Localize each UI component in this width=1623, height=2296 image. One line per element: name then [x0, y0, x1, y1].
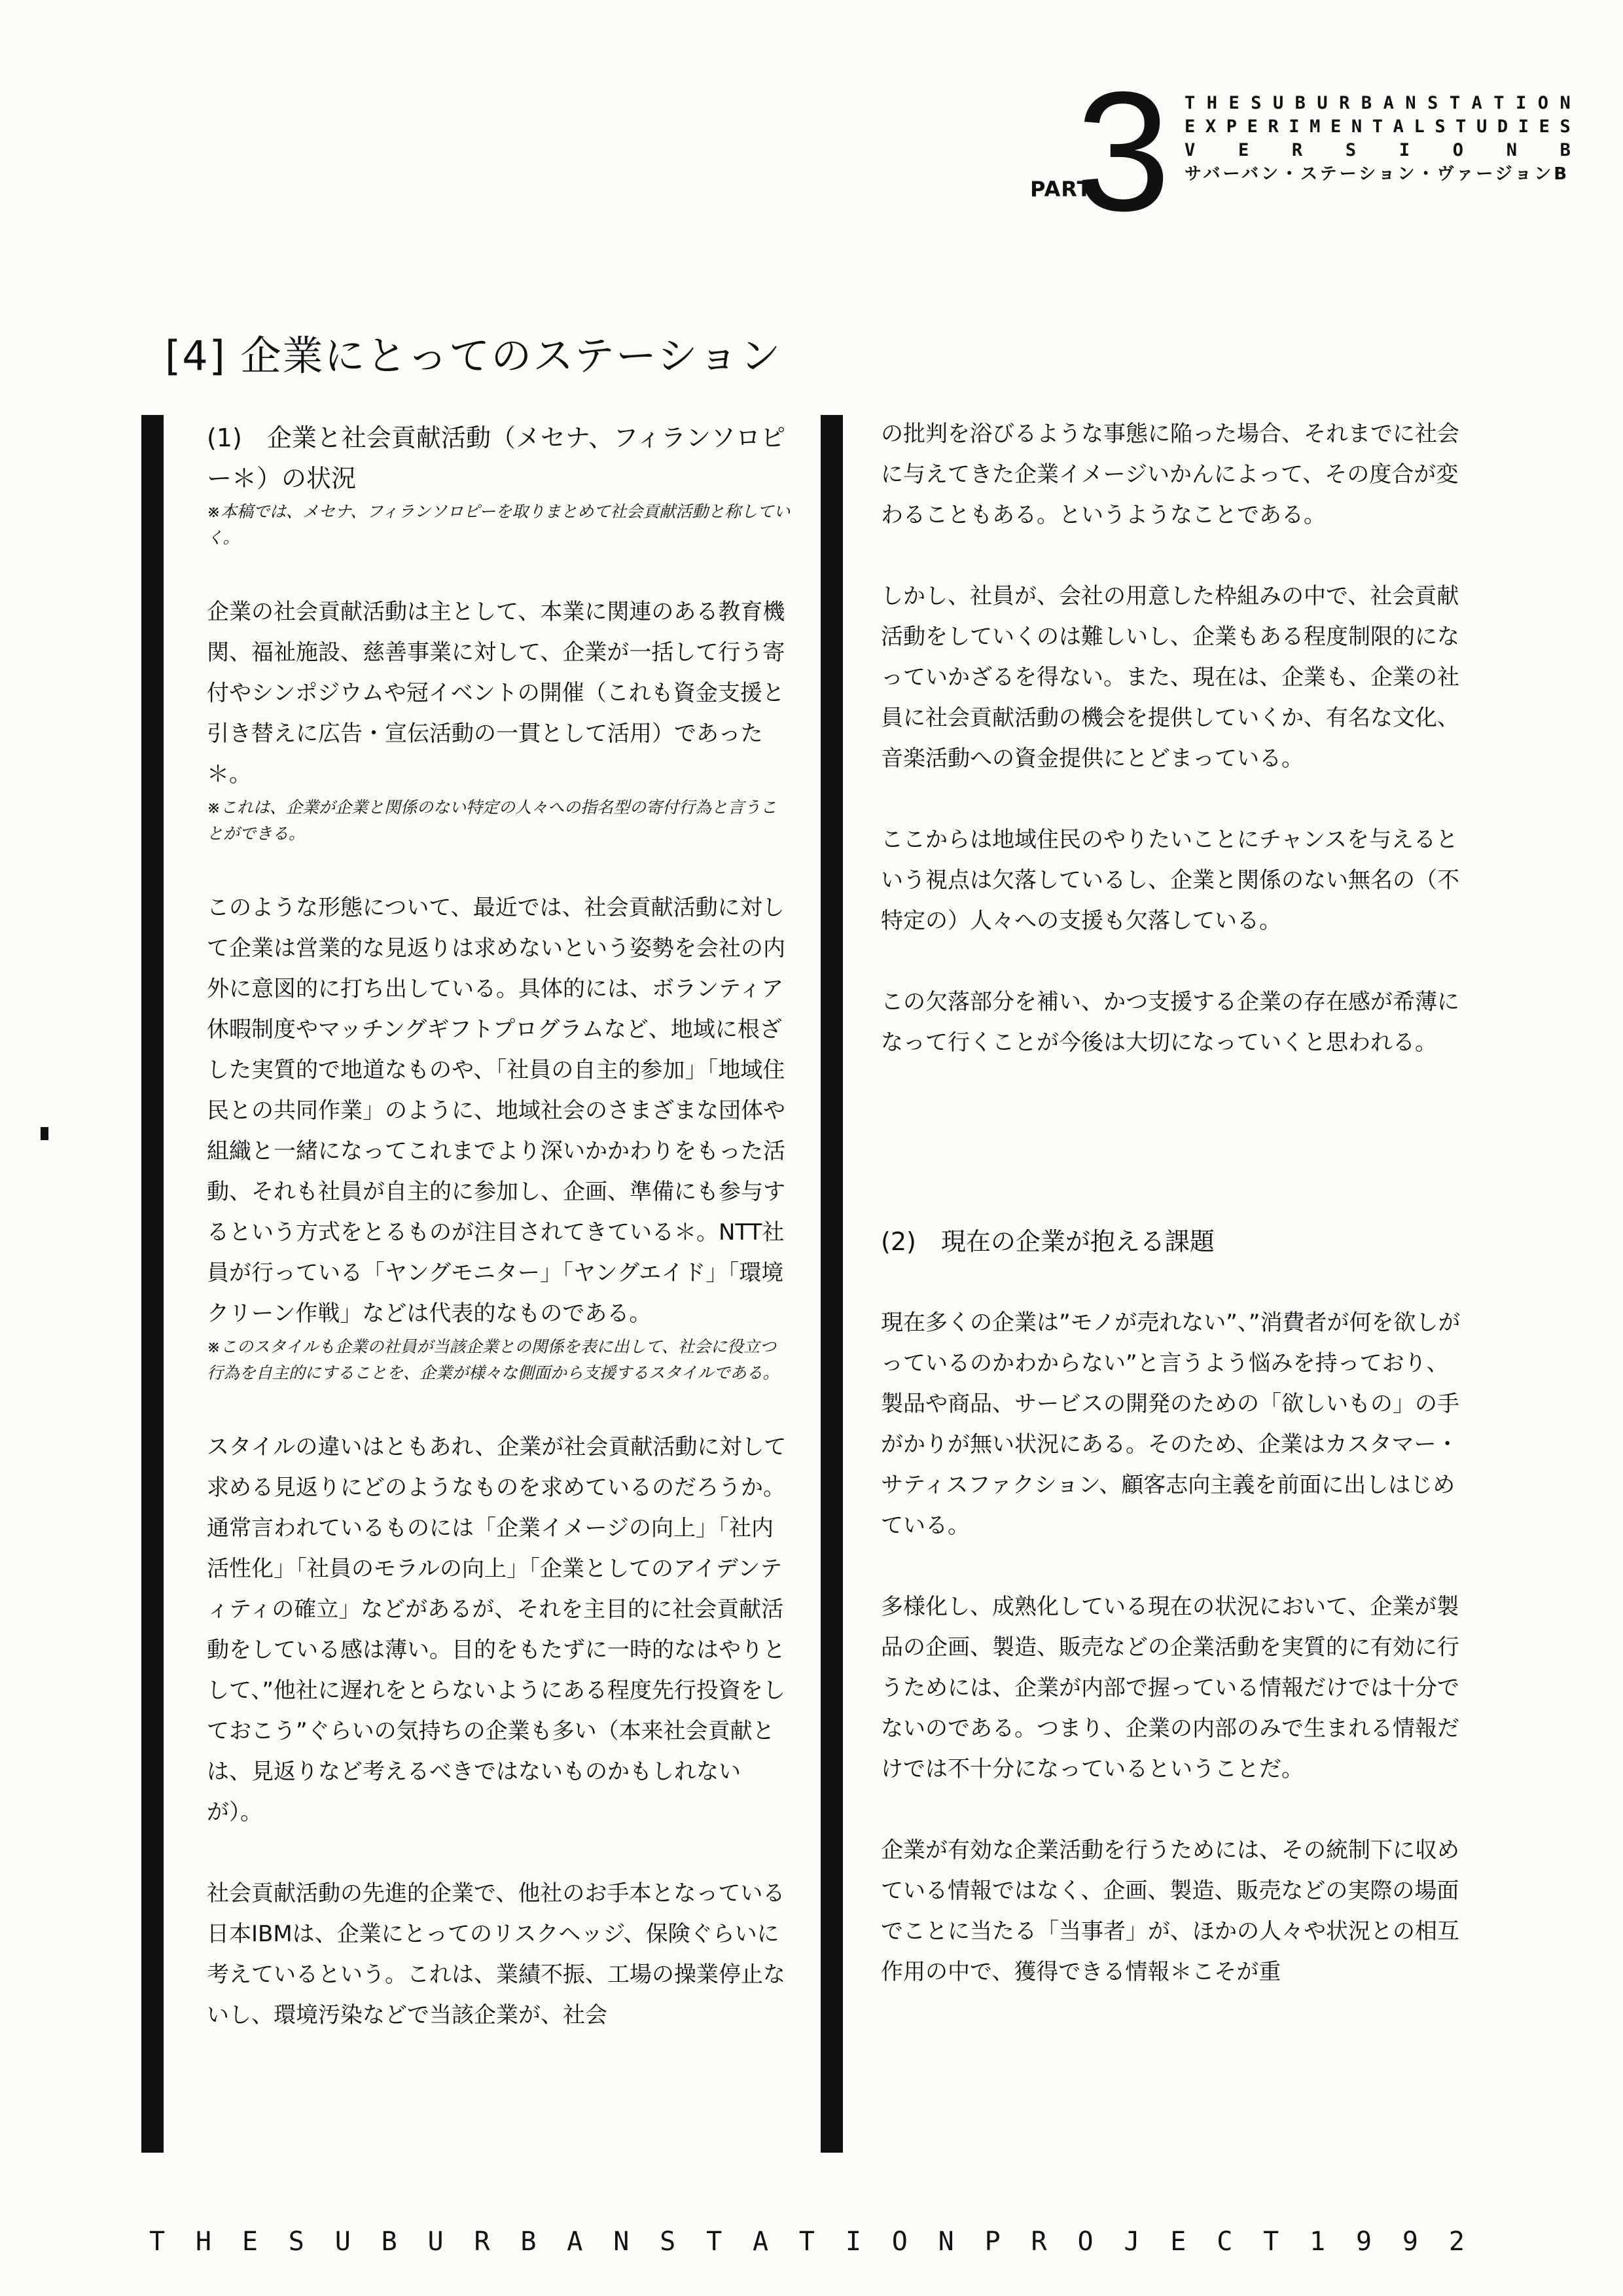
footer-letter: T: [1263, 2227, 1279, 2257]
series-line: [1185, 92, 1571, 115]
series-letter: T: [1372, 117, 1383, 137]
footer-letter: B: [520, 2227, 537, 2257]
footnote: ※これは、企業が企業と関係のない特定の人々への指名型の寄付行為と言うことができる。: [207, 798, 777, 843]
series-line: [1185, 139, 1571, 162]
part-number: 3: [1076, 57, 1171, 247]
section-title: [4] 企業にとってのステーション: [165, 331, 782, 380]
series-title: [1185, 92, 1571, 186]
series-letter: E: [1185, 117, 1196, 137]
series-letter: I: [1516, 93, 1527, 113]
paragraph: しかし、社員が、会社の用意した枠組みの中で、社会貢献活動をしていくのは難しいし、企業もある程度制限的になっていかざるを得ない。また、現在は、企業も、企業の社員に社会貢献活動の機会を提供していくか、有名な文化、音楽活動への資金提供にとどまっている。: [881, 583, 1459, 772]
series-letter: E: [1238, 140, 1249, 160]
series-letter: R: [1268, 117, 1279, 137]
series-letter: U: [1317, 93, 1328, 113]
footnote: ※このスタイルも企業の社員が当該企業との関係を表に出して、社会に役立つ行為を自主的にすることを、企業が様々な側面から支援するスタイルである。: [207, 1337, 779, 1382]
left-column: [207, 418, 792, 2036]
footer-letter: B: [381, 2227, 397, 2257]
footer-letter: S: [660, 2227, 676, 2257]
series-line: [1185, 115, 1571, 139]
series-letter: U: [1476, 117, 1488, 137]
footer-letter: T: [706, 2227, 722, 2257]
subsection-heading: (2) 現在の企業が抱える課題: [881, 1227, 1215, 1256]
series-letter: S: [1251, 93, 1262, 113]
series-letter: X: [1205, 117, 1217, 137]
right-column: [881, 414, 1470, 1992]
series-letter: I: [1289, 117, 1300, 137]
page-header: [1021, 57, 1571, 247]
footer-letter: E: [241, 2227, 258, 2257]
series-letter: S: [1427, 93, 1438, 113]
series-letter: T: [1185, 93, 1196, 113]
series-letter: R: [1339, 93, 1350, 113]
footer-letter: S: [288, 2227, 304, 2257]
series-letter: L: [1414, 117, 1425, 137]
paragraph: 現在多くの企業は”モノが売れない”、”消費者が何を欲しがっているのかわからない”と言うよう悩みを持っており、製品や商品、サービスの開発のための「欲しいもの」の手がかりが無い状況にある。そのため、企業はカスタマー・サティスファクション、顧客志向主義を前面に出しはじめている。: [881, 1310, 1461, 1539]
series-letter: B: [1560, 140, 1571, 160]
footer-letter: 2: [1448, 2227, 1465, 2257]
series-letter: A: [1383, 93, 1394, 113]
page-footer: [149, 2227, 1465, 2257]
series-letter: A: [1471, 93, 1482, 113]
footer-letter: U: [427, 2227, 444, 2257]
series-letter: P: [1226, 117, 1237, 137]
footer-letter: T: [798, 2227, 815, 2257]
paragraph: の批判を浴びるような事態に陥った場合、それまでに社会に与えてきた企業イメージいかんによって、その度合が変わることもある。というようなことである。: [881, 421, 1459, 528]
footer-letter: O: [891, 2227, 908, 2257]
footer-letter: R: [474, 2227, 490, 2257]
series-letter: S: [1435, 117, 1446, 137]
paragraph: スタイルの違いはともあれ、企業が社会貢献活動に対して求める見返りにどのようなものを求めているのだろうか。通常言われているものには「企業イメージの向上」「社内活性化」「社員のモラルの向上」「企業としてのアイデンティティの確立」などがあるが、それを主目的に社会貢献活動をしている感は薄い。目的をもたずに一時的なはやりとして、”他社に遅れをとらないようにある程度先行投資をしておこう”ぐらいの気持ちの企業も多い（本来社会貢献とは、見返りなど考えるべきではないものかもしれないが）。: [207, 1434, 787, 1825]
series-letter: S: [1345, 140, 1357, 160]
series-letter: O: [1537, 93, 1549, 113]
paragraph: ここからは地域住民のやりたいことにチャンスを与えるという視点は欠落しているし、企業と関係のない無名の（不特定の）人々への支援も欠落している。: [881, 827, 1459, 934]
paragraph: 多様化し、成熟化している現在の状況において、企業が製品の企画、製造、販売などの企業活動を実質的に有効に行うためには、企業が内部で握っている情報だけでは十分でないのである。つまり、企業の内部のみで生まれる情報だけでは不十分になっているということだ。: [881, 1594, 1459, 1782]
footnote: ※本稿では、メセナ、フィランソロピーを取りまとめて社会貢献活動と称していく。: [207, 502, 791, 547]
footer-letter: N: [938, 2227, 954, 2257]
footer-letter: J: [1124, 2227, 1140, 2257]
paragraph: 企業の社会貢献活動は主として、本業に関連のある教育機関、福祉施設、慈善事業に対して、企業が一括して行う寄付やシンポジウムや冠イベントの開催（これも資金支援と引き替えに広告・宣伝活動の一貫として活用）であった＊。: [207, 599, 785, 787]
series-letter: E: [1330, 117, 1342, 137]
series-letter: I: [1518, 117, 1529, 137]
series-letter: N: [1351, 117, 1363, 137]
series-letter: U: [1272, 93, 1284, 113]
series-letter: D: [1497, 117, 1508, 137]
paragraph: 企業が有効な企業活動を行うためには、その統制下に収めている情報ではなく、企画、製造、販売などの実際の場面でことに当たる「当事者」が、ほかの人々や状況との相互作用の中で、獲得できる情報＊こそが重: [881, 1837, 1459, 1985]
series-letter: B: [1361, 93, 1372, 113]
paragraph: 社会貢献活動の先進的企業で、他社のお手本となっている日本IBMは、企業にとってのリスクヘッジ、保険ぐらいに考えているという。これは、業績不振、工場の操業停止ないし、環境汚染などで当該企業が、社会: [207, 1880, 785, 2028]
series-line-japanese: サバーバン・ステーション・ヴァージョンB: [1185, 164, 1570, 184]
footer-letter: P: [984, 2227, 1001, 2257]
footer-letter: U: [334, 2227, 351, 2257]
series-letter: E: [1247, 117, 1258, 137]
subsection-heading: (1) 企業と社会貢献活動（メセナ、フィランソロピー＊）の状況: [207, 423, 786, 493]
footer-letter: A: [752, 2227, 769, 2257]
series-letter: T: [1455, 117, 1467, 137]
series-letter: O: [1452, 140, 1464, 160]
margin-mark: [41, 1127, 48, 1140]
footer-letter: H: [195, 2227, 212, 2257]
series-letter: M: [1310, 117, 1321, 137]
footer-letter: 9: [1402, 2227, 1418, 2257]
series-letter: E: [1228, 93, 1240, 113]
part-label: PART: [1030, 177, 1092, 202]
series-letter: R: [1291, 140, 1303, 160]
series-letter: S: [1560, 117, 1571, 137]
footer-letter: R: [1031, 2227, 1047, 2257]
series-letter: N: [1506, 140, 1517, 160]
series-letter: V: [1185, 140, 1196, 160]
series-letter: H: [1206, 93, 1217, 113]
column-rule-right: [821, 415, 843, 2153]
series-letter: B: [1294, 93, 1306, 113]
series-letter: I: [1399, 140, 1410, 160]
series-letter: T: [1449, 93, 1461, 113]
footer-letter: N: [613, 2227, 630, 2257]
series-letter: N: [1560, 93, 1571, 113]
series-letter: T: [1493, 93, 1505, 113]
column-rule-left: [141, 415, 164, 2153]
paragraph: この欠落部分を補い、かつ支援する企業の存在感が希薄になって行くことが今後は大切になっていくと思われる。: [881, 989, 1459, 1056]
paragraph: このような形態について、最近では、社会貢献活動に対して企業は営業的な見返りは求めないという姿勢を会社の内外に意図的に打ち出している。具体的には、ボランティア休暇制度やマッチングギフトプログラムなど、地域に根ざした実質的で地道なものや、「社員の自主的参加」「地域住民との共同作業」のように、地域社会のさまざまな団体や組織と一緒になってこれまでより深いかかわりをもった活動、それも社員が自主的に参加し、企画、準備にも参与するという方式をとるものが注目されてきている＊。NTT社員が行っている「ヤングモニター」「ヤングエイド」「環境クリーン作戦」などは代表的なものである。: [207, 895, 785, 1327]
footer-letter: I: [845, 2227, 861, 2257]
series-letter: E: [1539, 117, 1550, 137]
footer-letter: A: [567, 2227, 583, 2257]
footer-letter: C: [1217, 2227, 1233, 2257]
footer-letter: T: [149, 2227, 166, 2257]
series-letter: A: [1393, 117, 1404, 137]
series-letter: N: [1405, 93, 1416, 113]
footer-letter: O: [1077, 2227, 1094, 2257]
footer-letter: 9: [1355, 2227, 1372, 2257]
footer-letter: 1: [1310, 2227, 1326, 2257]
footer-letter: E: [1170, 2227, 1186, 2257]
